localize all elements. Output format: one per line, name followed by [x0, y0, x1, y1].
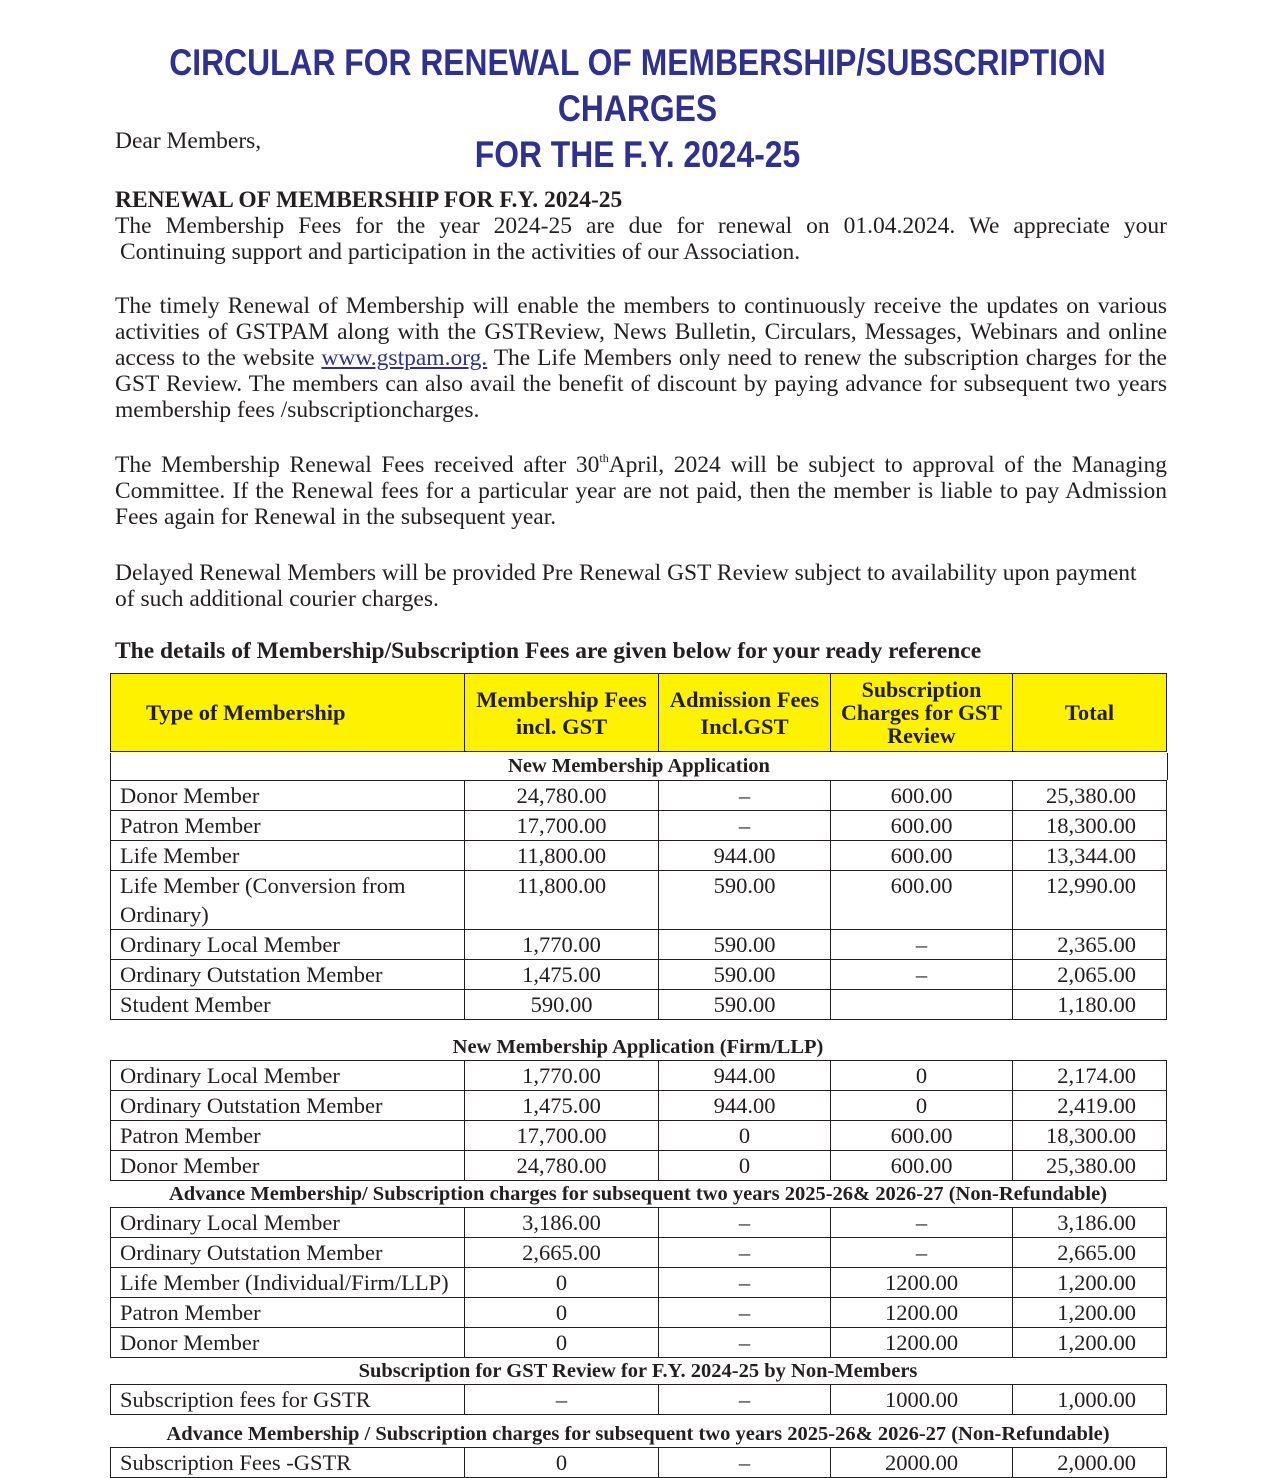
cell-total: 12,990.00 [1013, 871, 1167, 930]
cell-total: 2,365.00 [1013, 930, 1167, 960]
table-row [111, 960, 1167, 990]
cell-admission-fees: 944.00 [659, 1061, 831, 1091]
cell-subscription: 0 [831, 1091, 1013, 1121]
table-row [111, 1298, 1167, 1328]
table-row [111, 841, 1167, 871]
table-row [111, 990, 1167, 1020]
cell-membership-fees: 11,800.00 [465, 841, 659, 871]
para3-text-before: The Membership Renewal Fees received after 30 [115, 452, 600, 478]
cell-membership-fees: 1,770.00 [465, 1061, 659, 1091]
para1-line1: The Membership Fees for the year 2024-25 are due for renewal on 01.04.2024. We appreciate your [115, 213, 1167, 239]
table-row [111, 871, 1167, 930]
cell-total: 2,419.00 [1013, 1091, 1167, 1121]
cell-membership-fees: 24,780.00 [465, 1151, 659, 1181]
table-row [111, 1328, 1167, 1358]
cell-admission-fees: – [659, 811, 831, 841]
cell-membership-fees: 590.00 [465, 990, 659, 1020]
para-delayed-renewal: Delayed Renewal Members will be provided Pre Renewal GST Review subject to availability upon payment of such additional courier charges. [115, 560, 1137, 612]
section-new-membership: New Membership Application [110, 753, 1168, 780]
cell-total: 13,344.00 [1013, 841, 1167, 871]
cell-total: 2,065.00 [1013, 960, 1167, 990]
para-renewal-fees-late [115, 452, 1167, 530]
cell-type: Ordinary Outstation Member [111, 1091, 465, 1121]
cell-membership-fees: 3,186.00 [465, 1208, 659, 1238]
cell-subscription: – [831, 960, 1013, 990]
cell-type: Life Member [111, 841, 465, 871]
cell-admission-fees: – [659, 1385, 831, 1415]
section-firm-llp: New Membership Application (Firm/LLP) [452, 1036, 824, 1058]
table-advance-2 [110, 1447, 1167, 1478]
header-subscription: Subscription Charges for GST Review [831, 674, 1013, 752]
cell-type: Donor Member [111, 1151, 465, 1181]
section-advance-2: Advance Membership / Subscription charges for subsequent two years 2025-26& 2026-27 (Non-Refundable) [166, 1423, 1110, 1445]
table-non-members [110, 1384, 1167, 1415]
cell-membership-fees: 2,665.00 [465, 1238, 659, 1268]
cell-subscription: 600.00 [831, 781, 1013, 811]
table-row [111, 1208, 1167, 1238]
cell-membership-fees: 0 [465, 1268, 659, 1298]
cell-admission-fees: 590.00 [659, 960, 831, 990]
details-heading: The details of Membership/Subscription Fees are given below for your ready reference [115, 638, 982, 664]
cell-subscription: 2000.00 [831, 1448, 1013, 1478]
section-non-members: Subscription for GST Review for F.Y. 2024-25 by Non-Members [358, 1360, 918, 1382]
cell-admission-fees: – [659, 1328, 831, 1358]
table-new-membership [110, 780, 1167, 1020]
cell-subscription: – [831, 1238, 1013, 1268]
circular-title [89, 40, 1186, 178]
table-firm-llp [110, 1060, 1167, 1181]
cell-membership-fees: 1,770.00 [465, 930, 659, 960]
cell-total: 2,665.00 [1013, 1238, 1167, 1268]
para2-text-before: The timely Renewal of Membership will enable the members to continuously receive the updates on various activities of GSTPAM along with the GSTReview, News Bulletin, Circulars, Messages, Webinars and online access to the website [115, 293, 1167, 371]
cell-type: Patron Member [111, 1121, 465, 1151]
title-line-2: FOR THE F.Y. 2024-25 [474, 134, 801, 175]
cell-subscription: 600.00 [831, 1121, 1013, 1151]
header-type: Type of Membership [111, 674, 465, 752]
cell-total: 1,200.00 [1013, 1298, 1167, 1328]
cell-admission-fees: 0 [659, 1151, 831, 1181]
cell-subscription: 600.00 [831, 841, 1013, 871]
table-row [111, 1238, 1167, 1268]
cell-total: 3,186.00 [1013, 1208, 1167, 1238]
cell-total: 1,180.00 [1013, 990, 1167, 1020]
para3-text-after: April, 2024 will be subject to approval of the Managing Committee. If the Renewal fees for a particular year are not paid, then the member is liable to pay Admission Fees again for Renewal in the subsequent year. [115, 452, 1167, 530]
table-row [111, 1448, 1167, 1478]
cell-admission-fees: – [659, 781, 831, 811]
cell-total: 25,380.00 [1013, 1151, 1167, 1181]
cell-type: Ordinary Local Member [111, 930, 465, 960]
title-line-1: CIRCULAR FOR RENEWAL OF MEMBERSHIP/SUBSCRIPTION CHARGES [169, 42, 1106, 129]
cell-admission-fees: 590.00 [659, 990, 831, 1020]
header-total: Total [1013, 674, 1167, 752]
cell-total: 18,300.00 [1013, 811, 1167, 841]
cell-subscription: 600.00 [831, 871, 1013, 930]
cell-type: Subscription Fees -GSTR [111, 1448, 465, 1478]
para1-line2: Continuing support and participation in the activities of our Association. [120, 239, 801, 265]
cell-type: Ordinary Local Member [111, 1061, 465, 1091]
table-row [111, 1151, 1167, 1181]
cell-total: 1,200.00 [1013, 1268, 1167, 1298]
para2-text-after: The Life Members only need to renew the subscription charges for the GST Review. The members can also avail the benefit of discount by paying advance for subsequent two years membership fees /subscriptioncharges. [115, 345, 1167, 423]
table-row [111, 1385, 1167, 1415]
cell-subscription [831, 990, 1013, 1020]
section-advance-1: Advance Membership/ Subscription charges for subsequent two years 2025-26& 2026-27 (Non-Refundable) [168, 1183, 1108, 1205]
cell-subscription: – [831, 930, 1013, 960]
table-row [111, 1268, 1167, 1298]
cell-type: Student Member [111, 990, 465, 1020]
cell-membership-fees: 0 [465, 1448, 659, 1478]
cell-type: Life Member (Conversion from Ordinary) [111, 871, 465, 930]
table-advance-1 [110, 1207, 1167, 1358]
table-row [111, 1061, 1167, 1091]
cell-admission-fees: 944.00 [659, 1091, 831, 1121]
cell-type: Subscription fees for GSTR [111, 1385, 465, 1415]
cell-subscription: 1200.00 [831, 1328, 1013, 1358]
cell-total: 1,200.00 [1013, 1328, 1167, 1358]
cell-admission-fees: 944.00 [659, 841, 831, 871]
cell-total: 2,000.00 [1013, 1448, 1167, 1478]
table-row [111, 781, 1167, 811]
cell-admission-fees: – [659, 1448, 831, 1478]
cell-subscription: 0 [831, 1061, 1013, 1091]
table-row [111, 1121, 1167, 1151]
header-admission-fees: Admission Fees Incl.GST [659, 674, 831, 752]
cell-type: Ordinary Outstation Member [111, 960, 465, 990]
cell-admission-fees: – [659, 1208, 831, 1238]
cell-membership-fees: 0 [465, 1298, 659, 1328]
cell-subscription: 600.00 [831, 811, 1013, 841]
table-row [111, 930, 1167, 960]
cell-subscription: 600.00 [831, 1151, 1013, 1181]
cell-membership-fees: 1,475.00 [465, 960, 659, 990]
cell-total: 25,380.00 [1013, 781, 1167, 811]
cell-admission-fees: 0 [659, 1121, 831, 1151]
cell-total: 18,300.00 [1013, 1121, 1167, 1151]
salutation: Dear Members, [115, 128, 262, 154]
cell-subscription: – [831, 1208, 1013, 1238]
cell-membership-fees: – [465, 1385, 659, 1415]
cell-membership-fees: 11,800.00 [465, 871, 659, 930]
cell-admission-fees: 590.00 [659, 871, 831, 930]
cell-admission-fees: 590.00 [659, 930, 831, 960]
cell-membership-fees: 1,475.00 [465, 1091, 659, 1121]
cell-membership-fees: 0 [465, 1328, 659, 1358]
renewal-heading: RENEWAL OF MEMBERSHIP FOR F.Y. 2024-25 [115, 187, 623, 213]
para-timely-renewal [115, 293, 1167, 423]
cell-membership-fees: 17,700.00 [465, 1121, 659, 1151]
para3-sup: th [599, 451, 609, 465]
fees-table-header [110, 673, 1167, 752]
cell-type: Life Member (Individual/Firm/LLP) [111, 1268, 465, 1298]
table-row [111, 811, 1167, 841]
cell-admission-fees: – [659, 1298, 831, 1328]
cell-membership-fees: 24,780.00 [465, 781, 659, 811]
cell-type: Donor Member [111, 1328, 465, 1358]
cell-admission-fees: – [659, 1238, 831, 1268]
cell-type: Patron Member [111, 811, 465, 841]
cell-type: Patron Member [111, 1298, 465, 1328]
cell-admission-fees: – [659, 1268, 831, 1298]
cell-subscription: 1200.00 [831, 1298, 1013, 1328]
cell-type: Ordinary Local Member [111, 1208, 465, 1238]
cell-total: 1,000.00 [1013, 1385, 1167, 1415]
table-row [111, 1091, 1167, 1121]
website-link[interactable]: www.gstpam.org. [321, 345, 488, 371]
cell-subscription: 1200.00 [831, 1268, 1013, 1298]
cell-membership-fees: 17,700.00 [465, 811, 659, 841]
cell-total: 2,174.00 [1013, 1061, 1167, 1091]
cell-type: Donor Member [111, 781, 465, 811]
header-membership-fees: Membership Fees incl. GST [465, 674, 659, 752]
cell-subscription: 1000.00 [831, 1385, 1013, 1415]
cell-type: Ordinary Outstation Member [111, 1238, 465, 1268]
para-renewal-due [115, 213, 1167, 265]
